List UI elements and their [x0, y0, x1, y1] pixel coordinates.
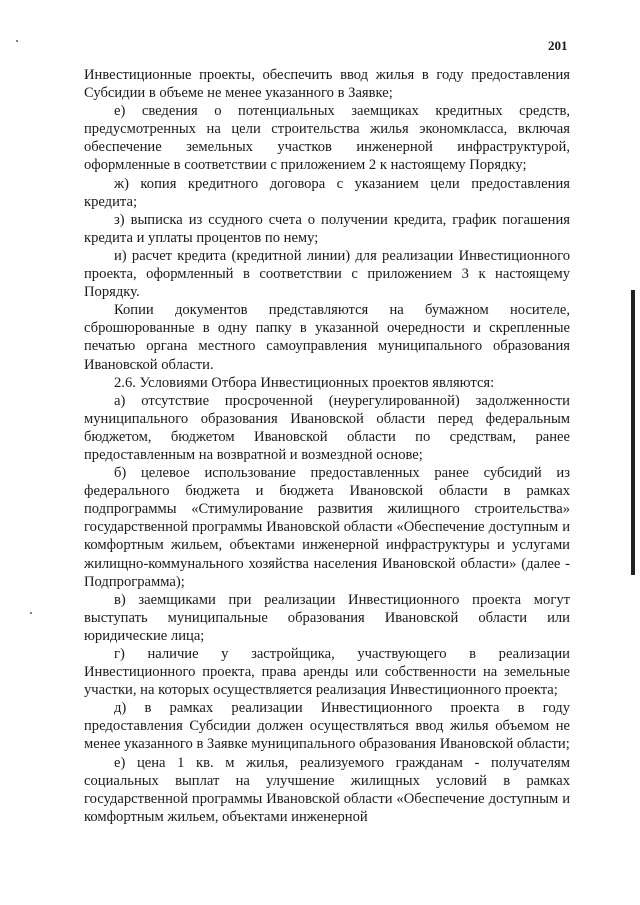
paragraph: г) наличие у застройщика, участвующего в реализации Инвестиционного проекта, права аренды или собственности на земельные участки, на которых осуществляется реализация Инвестиционного проекта; — [84, 646, 570, 699]
paragraph: е) цена 1 кв. м жилья, реализуемого гражданам - получателям социальных выплат на улучшение жилищных условий в рамках государственной программы Ивановской области «Обеспечение доступным и комфортным жильем, объектами инженерной — [84, 754, 570, 825]
document-body — [84, 66, 570, 826]
scan-speck — [16, 40, 18, 42]
page-number: 201 — [548, 38, 568, 53]
paragraph: з) выписка из ссудного счета о получении кредита, график погашения кредита и уплаты процентов по нему; — [84, 211, 570, 246]
scan-edge-shadow — [631, 290, 635, 575]
paragraph: в) заемщиками при реализации Инвестиционного проекта могут выступать муниципальные образования Ивановской области или юридические лица; — [84, 591, 570, 644]
paragraph: и) расчет кредита (кредитной линии) для реализации Инвестиционного проекта, оформленный в соответствии с приложением 3 к настоящему Порядку. — [84, 247, 570, 301]
paragraph: д) в рамках реализации Инвестиционного проекта в году предоставления Субсидии должен осуществляться ввод жилья объемом не менее указанного в Заявке муниципального образования Ивановской области; — [84, 700, 570, 753]
paragraph: ж) копия кредитного договора с указанием цели предоставления кредита; — [84, 175, 570, 210]
paragraph: Инвестиционные проекты, обеспечить ввод жилья в году предоставления Субсидии в объеме не менее указанного в Заявке; — [84, 67, 570, 102]
paragraph: Копии документов представляются на бумажном носителе, сброшюрованные в одну папку в указанной очередности и скрепленные печатью органа местного самоуправления муниципального образования Ивановской области. — [84, 302, 570, 373]
paragraph: а) отсутствие просроченной (неурегулированной) задолженности муниципального образования Ивановской области перед федеральным бюджетом, бюджетом Ивановской области по средствам, ранее предоставленным на возвратной и возмездной основе; — [84, 392, 570, 463]
paragraph: е) сведения о потенциальных заемщиках кредитных средств, предусмотренных на цели строительства жилья экономкласса, включая обеспечение земельных участков инженерной инфраструктурой, оформленные в соответствии с приложением 2 к настоящему Порядку; — [84, 103, 570, 174]
paragraph: б) целевое использование предоставленных ранее субсидий из федерального бюджета и бюджета Ивановской области в рамках подпрограммы «Стимулирование развития жилищного строительства» государственной программы Ивановской области «Обеспечение доступным и комфортным жильем, объектами инженерной инфраструктуры и услугами жилищно-коммунального хозяйства населения Ивановской области» (далее - Подпрограмма); — [84, 465, 570, 590]
paragraph: 2.6. Условиями Отбора Инвестиционных проектов являются: — [114, 374, 495, 391]
scan-speck — [30, 612, 32, 614]
